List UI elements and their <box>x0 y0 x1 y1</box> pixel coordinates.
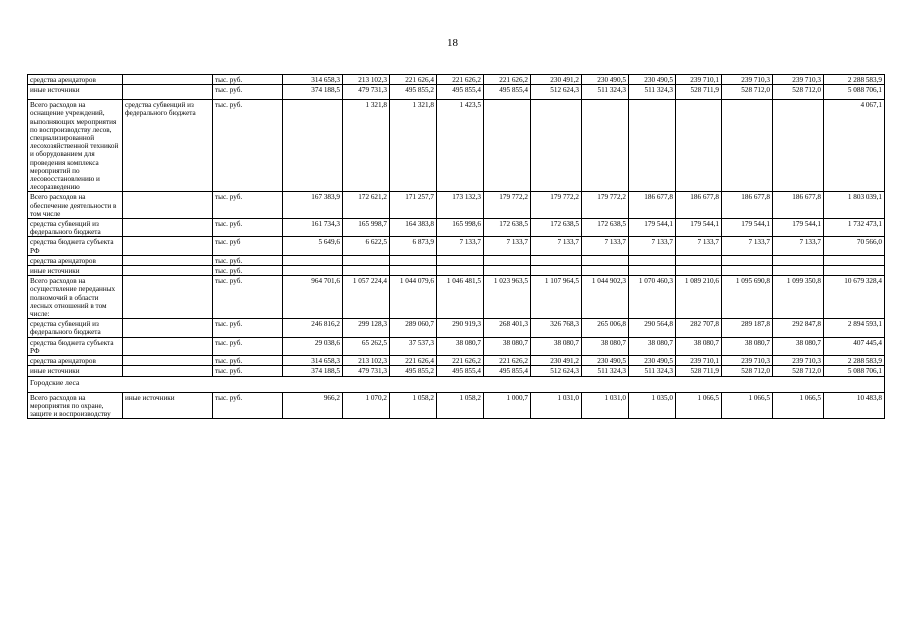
row-total-cell: 2 288 583,9 <box>824 356 885 366</box>
year-value-cell: 179 772,2 <box>582 192 629 219</box>
year-value-cell: 511 324,3 <box>629 366 676 376</box>
year-value-cell: 230 490,5 <box>629 356 676 366</box>
row-description: иные источники <box>28 85 123 100</box>
year-value-cell <box>343 266 390 276</box>
year-value-cell: 314 658,3 <box>283 356 343 366</box>
year-value-cell <box>484 266 531 276</box>
year-value-cell: 38 080,7 <box>484 337 531 355</box>
year-value-cell: 239 710,3 <box>722 75 773 85</box>
year-value-cell: 38 080,7 <box>437 337 484 355</box>
year-value-cell: 65 262,5 <box>343 337 390 355</box>
year-value-cell: 165 998,6 <box>437 219 484 237</box>
year-value-cell <box>773 100 824 192</box>
table-row <box>28 337 885 355</box>
table-row <box>28 100 885 192</box>
year-value-cell: 186 677,8 <box>773 192 824 219</box>
row-description: Всего расходов на обеспечение деятельности в том числе <box>28 192 123 219</box>
row-description: Всего расходов на осуществление переданных полномочий в области лесных отношений в том числе: <box>28 276 123 319</box>
year-value-cell: 7 133,7 <box>773 237 824 255</box>
year-value-cell <box>343 255 390 265</box>
year-value-cell: 37 537,3 <box>390 337 437 355</box>
year-value-cell: 1 023 963,5 <box>484 276 531 319</box>
row-total-cell: 4 067,1 <box>824 100 885 192</box>
row-unit: тыс. руб. <box>213 366 283 376</box>
row-unit: тыс. руб. <box>213 276 283 319</box>
row-description: средства арендаторов <box>28 356 123 366</box>
year-value-cell: 7 133,7 <box>676 237 722 255</box>
year-value-cell: 479 731,3 <box>343 85 390 100</box>
year-value-cell: 479 731,3 <box>343 366 390 376</box>
year-value-cell: 964 701,6 <box>283 276 343 319</box>
row-unit: тыс. руб. <box>213 192 283 219</box>
year-value-cell: 172 638,5 <box>484 219 531 237</box>
row-total-cell: 5 088 706,1 <box>824 85 885 100</box>
year-value-cell: 38 080,7 <box>773 337 824 355</box>
year-value-cell: 1 099 350,8 <box>773 276 824 319</box>
table-row <box>28 276 885 319</box>
row-description: средства субвенций из федерального бюджета <box>28 219 123 237</box>
year-value-cell: 1 044 079,6 <box>390 276 437 319</box>
year-value-cell: 186 677,8 <box>629 192 676 219</box>
year-value-cell: 528 712,0 <box>722 366 773 376</box>
year-value-cell: 1 058,2 <box>437 392 484 419</box>
table-row <box>28 192 885 219</box>
year-value-cell: 374 188,5 <box>283 366 343 376</box>
year-value-cell <box>629 266 676 276</box>
year-value-cell: 179 544,1 <box>676 219 722 237</box>
year-value-cell: 265 006,8 <box>582 319 629 337</box>
row-unit: тыс. руб. <box>213 255 283 265</box>
year-value-cell: 7 133,7 <box>531 237 582 255</box>
year-value-cell: 38 080,7 <box>722 337 773 355</box>
year-value-cell: 7 133,7 <box>629 237 676 255</box>
table-row <box>28 85 885 100</box>
year-value-cell: 230 490,5 <box>582 75 629 85</box>
row-funding-source: средства субвенций из федерального бюджета <box>123 100 213 192</box>
year-value-cell: 1 044 902,3 <box>582 276 629 319</box>
row-total-cell: 10 679 328,4 <box>824 276 885 319</box>
year-value-cell: 239 710,3 <box>773 356 824 366</box>
year-value-cell: 528 711,9 <box>676 85 722 100</box>
year-value-cell: 179 544,1 <box>629 219 676 237</box>
year-value-cell: 528 712,0 <box>773 366 824 376</box>
year-value-cell: 221 626,2 <box>484 356 531 366</box>
year-value-cell: 1 057 224,4 <box>343 276 390 319</box>
year-value-cell: 172 638,5 <box>531 219 582 237</box>
year-value-cell: 1 066,5 <box>676 392 722 419</box>
year-value-cell: 528 712,0 <box>773 85 824 100</box>
row-total-cell <box>824 266 885 276</box>
row-description: средства арендаторов <box>28 255 123 265</box>
year-value-cell: 38 080,7 <box>531 337 582 355</box>
row-funding-source <box>123 255 213 265</box>
row-total-cell: 70 566,0 <box>824 237 885 255</box>
row-total-cell: 407 445,4 <box>824 337 885 355</box>
year-value-cell: 495 855,4 <box>484 366 531 376</box>
year-value-cell <box>582 255 629 265</box>
year-value-cell: 179 544,1 <box>722 219 773 237</box>
year-value-cell: 326 768,3 <box>531 319 582 337</box>
year-value-cell: 221 626,4 <box>390 356 437 366</box>
year-value-cell: 165 998,7 <box>343 219 390 237</box>
year-value-cell: 7 133,7 <box>484 237 531 255</box>
row-description: средства бюджета субъекта РФ <box>28 237 123 255</box>
year-value-cell: 29 038,6 <box>283 337 343 355</box>
year-value-cell: 1 000,7 <box>484 392 531 419</box>
row-funding-source <box>123 219 213 237</box>
year-value-cell: 1 046 481,5 <box>437 276 484 319</box>
row-funding-source <box>123 266 213 276</box>
page-number: 18 <box>447 37 458 49</box>
year-value-cell: 5 649,6 <box>283 237 343 255</box>
year-value-cell: 299 128,3 <box>343 319 390 337</box>
row-funding-source <box>123 75 213 85</box>
row-description: средства бюджета субъекта РФ <box>28 337 123 355</box>
year-value-cell: 282 707,8 <box>676 319 722 337</box>
year-value-cell: 495 855,2 <box>390 366 437 376</box>
year-value-cell: 239 710,1 <box>676 75 722 85</box>
year-value-cell: 7 133,7 <box>722 237 773 255</box>
year-value-cell: 230 490,5 <box>629 75 676 85</box>
year-value-cell: 292 847,8 <box>773 319 824 337</box>
year-value-cell: 239 710,3 <box>722 356 773 366</box>
year-value-cell <box>629 255 676 265</box>
year-value-cell: 164 383,8 <box>390 219 437 237</box>
year-value-cell: 1 423,5 <box>437 100 484 192</box>
year-value-cell: 173 132,3 <box>437 192 484 219</box>
year-value-cell: 213 102,3 <box>343 75 390 85</box>
table-row <box>28 319 885 337</box>
year-value-cell <box>283 266 343 276</box>
row-funding-source <box>123 356 213 366</box>
year-value-cell: 179 772,2 <box>531 192 582 219</box>
year-value-cell: 495 855,2 <box>390 85 437 100</box>
year-value-cell: 1 058,2 <box>390 392 437 419</box>
year-value-cell <box>582 100 629 192</box>
year-value-cell <box>722 266 773 276</box>
year-value-cell: 966,2 <box>283 392 343 419</box>
row-unit: тыс. руб. <box>213 319 283 337</box>
year-value-cell: 38 080,7 <box>629 337 676 355</box>
year-value-cell: 167 383,9 <box>283 192 343 219</box>
row-total-cell: 1 732 473,1 <box>824 219 885 237</box>
year-value-cell: 495 855,4 <box>437 85 484 100</box>
year-value-cell <box>283 255 343 265</box>
year-value-cell: 7 133,7 <box>582 237 629 255</box>
year-value-cell: 495 855,4 <box>484 85 531 100</box>
row-funding-source <box>123 319 213 337</box>
year-value-cell: 7 133,7 <box>437 237 484 255</box>
year-value-cell: 290 564,8 <box>629 319 676 337</box>
year-value-cell: 1 070,2 <box>343 392 390 419</box>
row-unit: тыс. руб. <box>213 219 283 237</box>
year-value-cell: 38 080,7 <box>676 337 722 355</box>
year-value-cell: 239 710,1 <box>676 356 722 366</box>
row-funding-source <box>123 237 213 255</box>
row-funding-source <box>123 337 213 355</box>
row-funding-source <box>123 366 213 376</box>
table-row <box>28 356 885 366</box>
year-value-cell: 1 321,8 <box>390 100 437 192</box>
year-value-cell: 1 321,8 <box>343 100 390 192</box>
year-value-cell: 511 324,3 <box>629 85 676 100</box>
year-value-cell: 1 089 210,6 <box>676 276 722 319</box>
year-value-cell: 512 624,3 <box>531 366 582 376</box>
year-value-cell: 495 855,4 <box>437 366 484 376</box>
year-value-cell <box>722 255 773 265</box>
row-unit: тыс. руб. <box>213 85 283 100</box>
year-value-cell <box>531 100 582 192</box>
year-value-cell <box>484 255 531 265</box>
table-row <box>28 237 885 255</box>
year-value-cell: 38 080,7 <box>582 337 629 355</box>
year-value-cell: 289 060,7 <box>390 319 437 337</box>
year-value-cell: 221 626,4 <box>390 75 437 85</box>
row-unit: тыс. руб. <box>213 266 283 276</box>
year-value-cell: 161 734,3 <box>283 219 343 237</box>
row-unit: тыс. руб. <box>213 356 283 366</box>
year-value-cell: 1 031,0 <box>531 392 582 419</box>
year-value-cell: 239 710,3 <box>773 75 824 85</box>
year-value-cell <box>283 100 343 192</box>
year-value-cell: 246 816,2 <box>283 319 343 337</box>
row-funding-source <box>123 192 213 219</box>
row-description: средства арендаторов <box>28 75 123 85</box>
row-unit: тыс. руб. <box>213 75 283 85</box>
year-value-cell <box>773 255 824 265</box>
row-total-cell: 2 288 583,9 <box>824 75 885 85</box>
year-value-cell: 186 677,8 <box>722 192 773 219</box>
year-value-cell: 172 638,5 <box>582 219 629 237</box>
year-value-cell: 528 712,0 <box>722 85 773 100</box>
year-value-cell: 1 066,5 <box>722 392 773 419</box>
row-funding-source: иные источники <box>123 392 213 419</box>
row-description: иные источники <box>28 266 123 276</box>
year-value-cell: 1 095 690,8 <box>722 276 773 319</box>
table-row <box>28 255 885 265</box>
year-value-cell: 1 070 460,3 <box>629 276 676 319</box>
year-value-cell <box>390 266 437 276</box>
row-unit: тыс. руб. <box>213 100 283 192</box>
row-description: иные источники <box>28 366 123 376</box>
row-total-cell <box>824 255 885 265</box>
row-total-cell: 2 894 593,1 <box>824 319 885 337</box>
year-value-cell: 290 919,3 <box>437 319 484 337</box>
row-description: Всего расходов на оснащение учреждений, выполняющих мероприятия по воспроизводству лесов, специализированной лесохозяйственной техникой и оборудованием для проведения комплекса мероприятий по лесовосстановлению и лесоразведению <box>28 100 123 192</box>
year-value-cell: 1 107 964,5 <box>531 276 582 319</box>
year-value-cell: 1 035,0 <box>629 392 676 419</box>
table-row <box>28 266 885 276</box>
year-value-cell <box>582 266 629 276</box>
row-unit: тыс. руб <box>213 237 283 255</box>
year-value-cell <box>531 255 582 265</box>
year-value-cell <box>722 100 773 192</box>
row-total-cell: 1 803 039,1 <box>824 192 885 219</box>
row-description: средства субвенций из федерального бюджета <box>28 319 123 337</box>
table-row <box>28 75 885 85</box>
year-value-cell: 172 621,2 <box>343 192 390 219</box>
table-row <box>28 219 885 237</box>
year-value-cell: 213 102,3 <box>343 356 390 366</box>
row-unit: тыс. руб. <box>213 337 283 355</box>
year-value-cell <box>629 100 676 192</box>
year-value-cell <box>437 266 484 276</box>
year-value-cell: 179 772,2 <box>484 192 531 219</box>
year-value-cell: 1 066,5 <box>773 392 824 419</box>
year-value-cell: 528 711,9 <box>676 366 722 376</box>
year-value-cell: 230 491,2 <box>531 75 582 85</box>
section-row <box>28 376 885 392</box>
table-row <box>28 366 885 376</box>
year-value-cell: 186 677,8 <box>676 192 722 219</box>
budget-table <box>27 74 885 419</box>
year-value-cell: 511 324,3 <box>582 85 629 100</box>
year-value-cell: 179 544,1 <box>773 219 824 237</box>
year-value-cell: 221 626,2 <box>437 356 484 366</box>
year-value-cell <box>531 266 582 276</box>
year-value-cell: 221 626,2 <box>437 75 484 85</box>
year-value-cell <box>484 100 531 192</box>
year-value-cell: 221 626,2 <box>484 75 531 85</box>
year-value-cell <box>676 100 722 192</box>
year-value-cell: 314 658,3 <box>283 75 343 85</box>
row-unit: тыс. руб. <box>213 392 283 419</box>
year-value-cell: 230 491,2 <box>531 356 582 366</box>
row-funding-source <box>123 276 213 319</box>
year-value-cell: 374 188,5 <box>283 85 343 100</box>
year-value-cell: 6 873,9 <box>390 237 437 255</box>
section-title: Городские леса <box>28 376 885 392</box>
year-value-cell: 512 624,3 <box>531 85 582 100</box>
year-value-cell <box>676 255 722 265</box>
year-value-cell: 171 257,7 <box>390 192 437 219</box>
row-description: Всего расходов на мероприятия по охране, защите и воспроизводству <box>28 392 123 419</box>
year-value-cell: 511 324,3 <box>582 366 629 376</box>
year-value-cell <box>676 266 722 276</box>
year-value-cell: 268 401,3 <box>484 319 531 337</box>
year-value-cell: 1 031,0 <box>582 392 629 419</box>
row-funding-source <box>123 85 213 100</box>
year-value-cell: 230 490,5 <box>582 356 629 366</box>
year-value-cell: 289 187,8 <box>722 319 773 337</box>
year-value-cell <box>437 255 484 265</box>
row-total-cell: 10 483,8 <box>824 392 885 419</box>
year-value-cell <box>390 255 437 265</box>
table-row <box>28 392 885 419</box>
year-value-cell <box>773 266 824 276</box>
row-total-cell: 5 088 706,1 <box>824 366 885 376</box>
year-value-cell: 6 622,5 <box>343 237 390 255</box>
